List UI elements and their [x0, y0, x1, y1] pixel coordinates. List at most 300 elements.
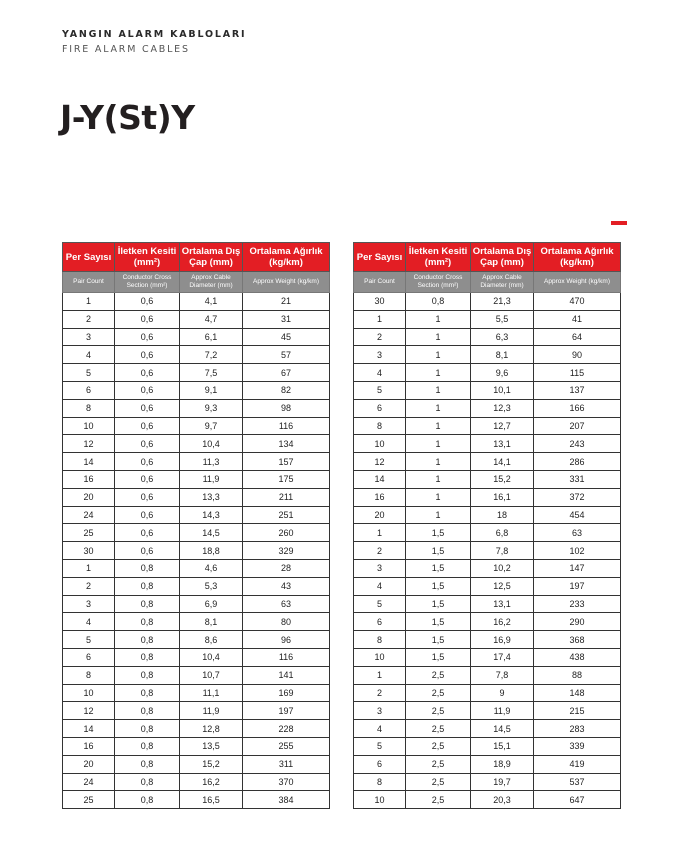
cell-weight: 255 [243, 737, 330, 755]
header-row-en [354, 272, 621, 293]
cell-diameter: 15,2 [180, 755, 243, 773]
table-row [63, 577, 330, 595]
cell-pair-count: 5 [354, 381, 406, 399]
cell-weight: 63 [534, 524, 621, 542]
cell-cross-section: 1 [406, 381, 471, 399]
cell-cross-section: 2,5 [406, 755, 471, 773]
cell-pair-count: 8 [354, 773, 406, 791]
cell-diameter: 13,3 [180, 488, 243, 506]
cell-pair-count: 10 [354, 648, 406, 666]
table-row [63, 613, 330, 631]
cell-diameter: 4,1 [180, 293, 243, 311]
cell-cross-section: 0,6 [115, 453, 180, 471]
cell-diameter: 8,1 [180, 613, 243, 631]
cell-diameter: 6,9 [180, 595, 243, 613]
cell-diameter: 13,1 [471, 435, 534, 453]
product-title: J-Y(St)Y [60, 98, 195, 137]
cell-diameter: 9,6 [471, 364, 534, 382]
cell-pair-count: 1 [354, 666, 406, 684]
cell-weight: 537 [534, 773, 621, 791]
cell-diameter: 10,4 [180, 435, 243, 453]
cell-pair-count: 8 [354, 417, 406, 435]
table-row [354, 702, 621, 720]
category-title-tr: YANGIN ALARM KABLOLARI [62, 29, 247, 40]
cell-weight: 384 [243, 791, 330, 809]
table-body-right [354, 293, 621, 809]
table-row [63, 470, 330, 488]
cell-cross-section: 1,5 [406, 631, 471, 649]
table-row [63, 595, 330, 613]
table-row [63, 417, 330, 435]
cell-diameter: 17,4 [471, 648, 534, 666]
table-row [63, 453, 330, 471]
cell-weight: 67 [243, 364, 330, 382]
table-row [63, 559, 330, 577]
cell-diameter: 6,3 [471, 328, 534, 346]
cell-cross-section: 2,5 [406, 702, 471, 720]
cell-weight: 243 [534, 435, 621, 453]
cell-diameter: 11,9 [180, 470, 243, 488]
cell-cross-section: 0,8 [115, 755, 180, 773]
col-header-cross-section: İletken Kesiti (mm²) [115, 243, 180, 272]
cell-pair-count: 12 [354, 453, 406, 471]
cell-diameter: 9,7 [180, 417, 243, 435]
cell-diameter: 9,1 [180, 381, 243, 399]
cell-weight: 311 [243, 755, 330, 773]
cell-diameter: 8,6 [180, 631, 243, 649]
cell-pair-count: 30 [354, 293, 406, 311]
cell-weight: 166 [534, 399, 621, 417]
cell-pair-count: 10 [354, 435, 406, 453]
cell-pair-count: 6 [63, 648, 115, 666]
table-row [354, 559, 621, 577]
cell-weight: 228 [243, 720, 330, 738]
cell-cross-section: 0,6 [115, 399, 180, 417]
cell-cross-section: 0,8 [115, 702, 180, 720]
cell-pair-count: 1 [63, 293, 115, 311]
cell-pair-count: 10 [354, 791, 406, 809]
cell-diameter: 14,3 [180, 506, 243, 524]
cell-cross-section: 1 [406, 364, 471, 382]
cell-diameter: 12,5 [471, 577, 534, 595]
cell-diameter: 7,8 [471, 542, 534, 560]
col-subheader-diameter: Approx Cable Diameter (mm) [180, 272, 243, 293]
cell-diameter: 16,5 [180, 791, 243, 809]
cell-weight: 211 [243, 488, 330, 506]
cell-diameter: 9 [471, 684, 534, 702]
cell-diameter: 16,2 [471, 613, 534, 631]
cell-pair-count: 12 [63, 702, 115, 720]
cell-weight: 141 [243, 666, 330, 684]
table-row [354, 666, 621, 684]
cell-cross-section: 2,5 [406, 773, 471, 791]
cell-weight: 197 [243, 702, 330, 720]
cell-pair-count: 2 [354, 542, 406, 560]
cell-weight: 368 [534, 631, 621, 649]
table-row [354, 470, 621, 488]
cell-pair-count: 3 [63, 328, 115, 346]
cell-cross-section: 1,5 [406, 542, 471, 560]
cell-cross-section: 1 [406, 328, 471, 346]
cell-weight: 80 [243, 613, 330, 631]
cell-diameter: 7,8 [471, 666, 534, 684]
cell-pair-count: 14 [63, 453, 115, 471]
cell-diameter: 16,9 [471, 631, 534, 649]
col-header-diameter: Ortalama Dış Çap (mm) [180, 243, 243, 272]
cell-cross-section: 0,6 [115, 417, 180, 435]
table-row [354, 595, 621, 613]
cell-diameter: 21,3 [471, 293, 534, 311]
table-row [354, 399, 621, 417]
cell-weight: 28 [243, 559, 330, 577]
table-row [354, 381, 621, 399]
cell-diameter: 4,6 [180, 559, 243, 577]
cell-diameter: 5,3 [180, 577, 243, 595]
cell-weight: 197 [534, 577, 621, 595]
cell-cross-section: 1 [406, 506, 471, 524]
cell-pair-count: 3 [63, 595, 115, 613]
header-row-en [63, 272, 330, 293]
cell-cross-section: 0,8 [115, 631, 180, 649]
cell-pair-count: 30 [63, 542, 115, 560]
table-row [354, 524, 621, 542]
cell-diameter: 7,5 [180, 364, 243, 382]
cell-cross-section: 2,5 [406, 666, 471, 684]
cell-diameter: 12,3 [471, 399, 534, 417]
cell-pair-count: 25 [63, 791, 115, 809]
cell-cross-section: 0,6 [115, 364, 180, 382]
cell-pair-count: 4 [63, 346, 115, 364]
spec-table-left [62, 242, 330, 809]
cell-weight: 63 [243, 595, 330, 613]
cell-pair-count: 20 [63, 755, 115, 773]
cell-diameter: 12,7 [471, 417, 534, 435]
cell-weight: 90 [534, 346, 621, 364]
cell-pair-count: 8 [354, 631, 406, 649]
cell-pair-count: 5 [63, 364, 115, 382]
cell-weight: 88 [534, 666, 621, 684]
col-subheader-pair-count: Pair Count [354, 272, 406, 293]
category-title-en: FIRE ALARM CABLES [62, 44, 190, 55]
table-row [354, 435, 621, 453]
cell-weight: 64 [534, 328, 621, 346]
table-row [354, 755, 621, 773]
cell-weight: 116 [243, 648, 330, 666]
table-row [354, 506, 621, 524]
cell-cross-section: 1,5 [406, 648, 471, 666]
cell-diameter: 18 [471, 506, 534, 524]
table-row [63, 755, 330, 773]
table-row [354, 613, 621, 631]
cell-weight: 43 [243, 577, 330, 595]
col-subheader-weight: Approx Weight (kg/km) [243, 272, 330, 293]
col-subheader-cross-section: Conductor Cross Section (mm²) [406, 272, 471, 293]
cell-pair-count: 5 [354, 595, 406, 613]
table-row [63, 506, 330, 524]
table-row [63, 381, 330, 399]
table-row [354, 577, 621, 595]
cell-diameter: 4,7 [180, 310, 243, 328]
cell-cross-section: 0,8 [115, 595, 180, 613]
cell-weight: 339 [534, 737, 621, 755]
cell-weight: 147 [534, 559, 621, 577]
cell-diameter: 15,2 [471, 470, 534, 488]
table-row [63, 791, 330, 809]
cell-cross-section: 1 [406, 399, 471, 417]
cell-pair-count: 2 [63, 310, 115, 328]
table-row [354, 542, 621, 560]
cell-cross-section: 0,8 [115, 737, 180, 755]
cell-pair-count: 2 [354, 684, 406, 702]
table-row [63, 648, 330, 666]
table-row [354, 488, 621, 506]
cell-diameter: 9,3 [180, 399, 243, 417]
cell-cross-section: 0,8 [115, 648, 180, 666]
table-row [63, 524, 330, 542]
cell-weight: 438 [534, 648, 621, 666]
cell-cross-section: 1 [406, 417, 471, 435]
col-subheader-cross-section: Conductor Cross Section (mm²) [115, 272, 180, 293]
cell-cross-section: 2,5 [406, 684, 471, 702]
cell-weight: 157 [243, 453, 330, 471]
table-row [63, 702, 330, 720]
cell-pair-count: 24 [63, 506, 115, 524]
cell-diameter: 20,3 [471, 791, 534, 809]
cell-pair-count: 25 [63, 524, 115, 542]
cell-pair-count: 4 [63, 613, 115, 631]
table-row [63, 293, 330, 311]
cell-weight: 419 [534, 755, 621, 773]
cell-pair-count: 4 [354, 720, 406, 738]
cell-cross-section: 0,8 [115, 684, 180, 702]
cell-cross-section: 0,6 [115, 542, 180, 560]
cell-pair-count: 24 [63, 773, 115, 791]
table-row [354, 453, 621, 471]
cell-diameter: 10,2 [471, 559, 534, 577]
table-row [63, 364, 330, 382]
cell-weight: 233 [534, 595, 621, 613]
table-row [63, 399, 330, 417]
table-row [354, 328, 621, 346]
cell-cross-section: 1 [406, 488, 471, 506]
table-row [354, 684, 621, 702]
table-row [354, 631, 621, 649]
header-row-tr [63, 243, 330, 272]
cell-diameter: 5,5 [471, 310, 534, 328]
cell-pair-count: 4 [354, 577, 406, 595]
cell-diameter: 8,1 [471, 346, 534, 364]
cell-cross-section: 1,5 [406, 524, 471, 542]
cell-weight: 372 [534, 488, 621, 506]
cell-weight: 148 [534, 684, 621, 702]
cell-diameter: 14,5 [471, 720, 534, 738]
cell-pair-count: 16 [63, 470, 115, 488]
cell-diameter: 18,9 [471, 755, 534, 773]
cell-cross-section: 2,5 [406, 791, 471, 809]
cell-cross-section: 0,6 [115, 346, 180, 364]
cell-cross-section: 2,5 [406, 720, 471, 738]
cell-diameter: 12,8 [180, 720, 243, 738]
table-row [354, 293, 621, 311]
cell-cross-section: 1,5 [406, 595, 471, 613]
cell-weight: 169 [243, 684, 330, 702]
cell-diameter: 6,1 [180, 328, 243, 346]
cell-cross-section: 0,8 [115, 791, 180, 809]
cell-diameter: 16,2 [180, 773, 243, 791]
col-header-weight: Ortalama Ağırlık (kg/km) [243, 243, 330, 272]
col-subheader-pair-count: Pair Count [63, 272, 115, 293]
cell-weight: 286 [534, 453, 621, 471]
cell-cross-section: 1 [406, 346, 471, 364]
table-row [354, 791, 621, 809]
table-row [354, 364, 621, 382]
cell-weight: 41 [534, 310, 621, 328]
cell-cross-section: 0,6 [115, 310, 180, 328]
cell-diameter: 14,5 [180, 524, 243, 542]
cell-pair-count: 2 [354, 328, 406, 346]
cell-weight: 647 [534, 791, 621, 809]
table-row [63, 435, 330, 453]
cell-weight: 207 [534, 417, 621, 435]
cell-weight: 329 [243, 542, 330, 560]
cell-diameter: 15,1 [471, 737, 534, 755]
cell-cross-section: 0,6 [115, 506, 180, 524]
cell-cross-section: 0,8 [115, 720, 180, 738]
table-row [63, 773, 330, 791]
cell-cross-section: 0,6 [115, 470, 180, 488]
cell-weight: 102 [534, 542, 621, 560]
cell-pair-count: 16 [63, 737, 115, 755]
cell-pair-count: 8 [63, 666, 115, 684]
cell-cross-section: 1 [406, 470, 471, 488]
cell-weight: 21 [243, 293, 330, 311]
cell-cross-section: 1 [406, 435, 471, 453]
cell-diameter: 10,1 [471, 381, 534, 399]
table-row [63, 310, 330, 328]
cell-pair-count: 2 [63, 577, 115, 595]
table-row [354, 737, 621, 755]
cell-diameter: 10,4 [180, 648, 243, 666]
cell-cross-section: 0,8 [115, 773, 180, 791]
cell-pair-count: 1 [63, 559, 115, 577]
table-row [354, 773, 621, 791]
cell-pair-count: 1 [354, 310, 406, 328]
table-row [354, 720, 621, 738]
cell-weight: 31 [243, 310, 330, 328]
cell-cross-section: 0,8 [115, 613, 180, 631]
cell-weight: 454 [534, 506, 621, 524]
cell-pair-count: 16 [354, 488, 406, 506]
header-row-tr [354, 243, 621, 272]
col-header-weight: Ortalama Ağırlık (kg/km) [534, 243, 621, 272]
table-row [63, 488, 330, 506]
table-body-left [63, 293, 330, 809]
cell-weight: 470 [534, 293, 621, 311]
cell-cross-section: 0,6 [115, 293, 180, 311]
table-row [354, 346, 621, 364]
cell-pair-count: 4 [354, 364, 406, 382]
cell-cross-section: 0,6 [115, 488, 180, 506]
cell-weight: 115 [534, 364, 621, 382]
cell-cross-section: 0,6 [115, 328, 180, 346]
cell-weight: 116 [243, 417, 330, 435]
cell-cross-section: 0,6 [115, 435, 180, 453]
cell-diameter: 11,9 [180, 702, 243, 720]
cell-pair-count: 12 [63, 435, 115, 453]
cell-weight: 96 [243, 631, 330, 649]
col-header-cross-section: İletken Kesiti (mm²) [406, 243, 471, 272]
cell-weight: 290 [534, 613, 621, 631]
cell-diameter: 11,1 [180, 684, 243, 702]
cell-weight: 57 [243, 346, 330, 364]
cell-pair-count: 6 [63, 381, 115, 399]
table-row [63, 720, 330, 738]
table-row [63, 631, 330, 649]
col-header-pair-count: Per Sayısı [354, 243, 406, 272]
cell-pair-count: 3 [354, 559, 406, 577]
cell-pair-count: 5 [63, 631, 115, 649]
cell-diameter: 16,1 [471, 488, 534, 506]
cell-cross-section: 1,5 [406, 559, 471, 577]
cell-weight: 175 [243, 470, 330, 488]
table-row [354, 310, 621, 328]
cell-cross-section: 0,6 [115, 524, 180, 542]
cell-weight: 251 [243, 506, 330, 524]
cell-pair-count: 5 [354, 737, 406, 755]
table-row [63, 542, 330, 560]
table-row [63, 684, 330, 702]
cell-pair-count: 6 [354, 399, 406, 417]
cell-pair-count: 8 [63, 399, 115, 417]
col-header-diameter: Ortalama Dış Çap (mm) [471, 243, 534, 272]
cell-pair-count: 6 [354, 613, 406, 631]
cell-cross-section: 0,8 [406, 293, 471, 311]
table-row [63, 737, 330, 755]
cell-diameter: 13,5 [180, 737, 243, 755]
cell-diameter: 7,2 [180, 346, 243, 364]
cell-pair-count: 20 [63, 488, 115, 506]
cell-cross-section: 0,8 [115, 577, 180, 595]
cell-cross-section: 1,5 [406, 577, 471, 595]
cell-weight: 260 [243, 524, 330, 542]
cell-cross-section: 1 [406, 310, 471, 328]
cell-cross-section: 0,8 [115, 559, 180, 577]
table-row [354, 417, 621, 435]
cell-cross-section: 0,6 [115, 381, 180, 399]
table-row [354, 648, 621, 666]
col-header-pair-count: Per Sayısı [63, 243, 115, 272]
table-row [63, 346, 330, 364]
cell-weight: 370 [243, 773, 330, 791]
cell-pair-count: 20 [354, 506, 406, 524]
cell-pair-count: 3 [354, 346, 406, 364]
cell-weight: 215 [534, 702, 621, 720]
cell-cross-section: 1 [406, 453, 471, 471]
cell-cross-section: 1,5 [406, 613, 471, 631]
cell-weight: 82 [243, 381, 330, 399]
cell-pair-count: 14 [354, 470, 406, 488]
cell-pair-count: 10 [63, 684, 115, 702]
cell-diameter: 18,8 [180, 542, 243, 560]
cell-diameter: 11,3 [180, 453, 243, 471]
cell-diameter: 10,7 [180, 666, 243, 684]
spec-table-right [353, 242, 621, 809]
cell-weight: 283 [534, 720, 621, 738]
cell-diameter: 6,8 [471, 524, 534, 542]
table-row [63, 328, 330, 346]
cell-weight: 134 [243, 435, 330, 453]
cell-pair-count: 10 [63, 417, 115, 435]
